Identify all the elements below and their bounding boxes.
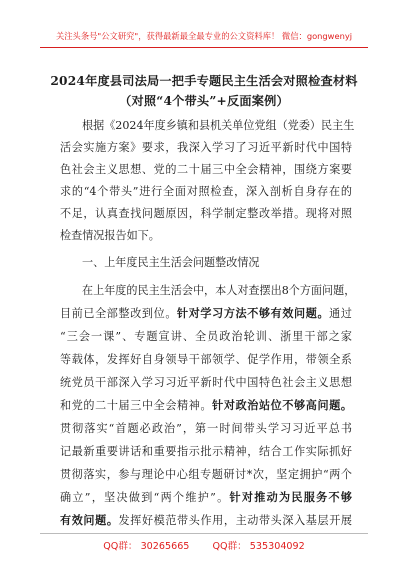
- header-banner: 关注头条号"公文研究"，获得最新最全最专业的公文资料库！ 微信：gongwenyj: [55, 31, 353, 41]
- body-line: 目前已全部整改到位。针对学习方法不够有效问题。通过: [60, 307, 352, 320]
- body-line: 根据《2024年度乡镇和县机关单位党组（党委）民主生: [82, 119, 355, 132]
- body-line: 不足，认真查找问题原因，科学制定整改举措。现将对照: [60, 207, 352, 220]
- footer: [0, 538, 408, 552]
- bold-issue-text: 有效问题。: [60, 514, 119, 527]
- body-line: 有效问题。发挥好模范带头作用，主动带头深入基层开展: [60, 514, 352, 527]
- body-line: 和党的二十届三中全会精神。针对政治站位不够高问题。: [60, 399, 352, 412]
- body-line: 在上年度的民主生活会中，本人对查摆出8个方面问题，: [82, 284, 356, 297]
- body-line: 贯彻落实“首题必政治”，第一时间带头学习习近平总书: [60, 422, 352, 435]
- body-line: 检查情况报告如下。: [60, 229, 160, 242]
- body-line: 记最新重要讲话和重要指示批示精神，结合工作实际抓好: [60, 445, 352, 458]
- document-subtitle: （对照“4个带头”+反面案例）: [119, 94, 289, 108]
- footer-qq-group-1: QQ群： 30265665: [103, 541, 190, 552]
- body-line: 统党员干部深入学习习近平新时代中国特色社会主义思想: [60, 376, 352, 389]
- bold-issue-text: 针对学习方法不够有效问题。: [177, 307, 330, 320]
- document-title: 2024年度县司法局一把手专题民主生活会对照检查材料: [50, 74, 358, 88]
- body-line: 色社会主义思想、党的二十届三中全会精神，围绕方案要: [60, 163, 352, 176]
- body-line: 确立”，坚决做到“两个维护”。针对推动为民服务不够: [60, 491, 352, 504]
- body-line: 等载体，发挥好自身领导干部领学、促学作用，带领全系: [60, 353, 352, 366]
- header-divider: [40, 47, 368, 48]
- body-line: “三会一课”、专题宣讲、全员政治轮训、浙里干部之家: [60, 330, 352, 343]
- bold-issue-text: 针对推动为民服务不够: [229, 491, 352, 504]
- body-line: 求的“4个带头”进行全面对照检查，深入剖析自身存在的: [60, 185, 352, 198]
- section-heading: 一、上年度民主生活会问题整改情况: [82, 256, 260, 269]
- footer-divider: [40, 533, 368, 534]
- body-line: 活会实施方案》要求，我深入学习了习近平新时代中国特: [60, 141, 352, 154]
- body-line: 贯彻落实，参与理论中心组专题研讨*次，坚定拥护“两个: [60, 468, 352, 481]
- bold-issue-text: 针对政治站位不够高问题。: [212, 399, 352, 412]
- footer-qq-group-2: QQ群： 535304092: [212, 541, 305, 552]
